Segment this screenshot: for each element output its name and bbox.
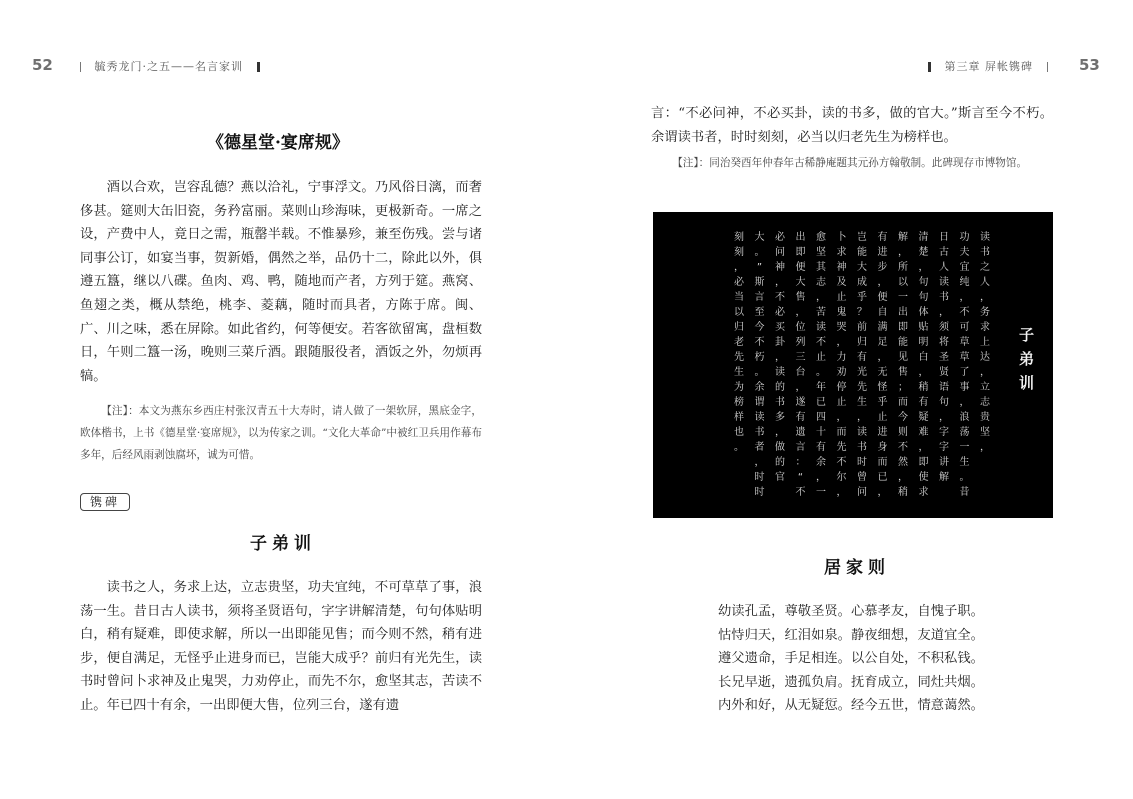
stele-column: 解，所以一出即能见售；而今则不然，稍 <box>898 232 908 498</box>
section-title: 子弟训 <box>250 534 316 554</box>
stele-column: 有进步，便自满足，无怪乎止进身而已， <box>877 232 888 498</box>
divider <box>257 62 260 72</box>
stele-column: 出即便大售，位列三台，遂有遗言：“不 <box>795 232 806 498</box>
note <box>80 400 482 466</box>
section-tag: 镌碑 <box>80 493 130 511</box>
stele-column: 功夫宜纯，不可草草了事，浪荡一生。昔 <box>959 232 970 498</box>
right-page <box>566 0 1133 799</box>
paragraph: 读书之人，务求上达，立志贵坚，功夫宜纯，不可草草了事，浪荡一生。昔日古人读书，须将圣贤语句，字字讲解清楚，句句体贴明白，稍有疑难，即使求解，所以一出即能见售；而今则不然，稍有进步，便自满足，无怪乎止进身而已，岂能大成乎？前归有光先生，读书时曾问卜求神及止鬼哭，力劝停止，而先不尔，愈坚其志，苦读不止。年已四十有余，一出即便大售，位列三台，遂有遗 <box>80 580 482 713</box>
verse-line: 遵父遗命，手足相连。以公自处，不积私钱。 <box>718 651 984 667</box>
stele-svg <box>653 212 1053 518</box>
section-title: 居家则 <box>824 558 890 578</box>
body-text <box>80 576 482 718</box>
page-number: 53 <box>1079 56 1100 74</box>
stele-column: 读书之人，务求上达，立志贵坚， <box>980 232 990 453</box>
verse-block <box>718 600 1018 718</box>
running-head <box>928 58 1048 74</box>
running-head-text: 第三章 屏帐镌碑 <box>944 60 1033 73</box>
body-text <box>80 176 482 388</box>
stele-column: 岂能大成乎？前归有光先生，读书时曾问 <box>857 232 867 498</box>
stele-title: 子弟训 <box>1019 326 1035 392</box>
verse-line: 幼读孔孟，尊敬圣贤。心慕孝友，自愧子职。 <box>718 604 984 619</box>
divider <box>1047 62 1048 72</box>
running-head-text: 毓秀龙门·之五——名言家训 <box>94 60 243 73</box>
section-title: 《德星堂·宴席规》 <box>207 133 349 153</box>
running-head <box>80 58 260 74</box>
verse-line: 内外和好，从无疑愆。经今五世，情意蔼然。 <box>718 698 984 714</box>
stele-column: 必问神，不必买卦，读的书多，做的官 <box>775 232 785 483</box>
stele-column: 清楚，句句体贴明白，稍有疑难，即使求 <box>918 232 929 498</box>
stele-rubbing-image <box>653 212 1053 518</box>
stele-column: 刻刻，必当以归老先生为榜样也。 <box>734 232 744 453</box>
page-number: 52 <box>32 56 53 74</box>
note-text: 【注】：同治癸酉年仲春年古稀静庵题其元孙方翰敬制。此碑现存市博物馆。 <box>672 157 1028 169</box>
note-text: 【注】：本文为燕东乡西庄村张汉青五十大寿时，请人做了一架软屏，黑底金字，欧体楷书，上书《德星堂·宴席规》，以为传家之训。“文化大革命”中被红卫兵用作幕布多年，后经风雨剥蚀腐坏，诚为可惜。 <box>80 405 482 461</box>
verse-line: 怙恃归天，红泪如泉。静夜细想，友道宜全。 <box>718 627 984 643</box>
divider <box>80 62 81 72</box>
paragraph: 酒以合欢，岂容乱德？燕以洽礼，宁事浮文。乃风俗日漓，而奢侈甚。筵则大缶旧瓷，务矜富丽。菜则山珍海味，更极新奇。一席之设，产费中人，竟日之需，瓶罄半载。不惟暴殄，兼至伤残。尝与诸同事公订，如宴当事，贺新婚，偶然之举，品仍十二，除此以外，俱遵五簋，继以八碟。鱼肉、鸡、鸭，随地而产者，方列于筵。燕窝、鱼翅之类，概从禁绝，桃李、菱藕，随时而具者，方陈于席。闽、广、川之味，悉在屏除。如此省约，何等便安。若客欲留寓，盘桓数日，午则二簋一汤，晚则三菜斤酒。跟随服役者，酒饭之外，勿烦再犒。 <box>80 180 482 384</box>
stele-column: 日古人读书，须将圣贤语句，字字讲解 <box>939 232 949 483</box>
body-text <box>651 102 1053 149</box>
note <box>651 152 1053 174</box>
continuation-text: 言：“不必问神，不必买卦，读的书多，做的官大。”斯言至今不朽。余谓读书者，时时刻刻，必当以归老先生为榜样也。 <box>651 106 1053 145</box>
stele-column: 愈坚其志，苦读不止。年已四十有余，一 <box>816 232 826 498</box>
stele-column: 卜求神及止鬼哭，力劝停止，而先不尔， <box>836 232 847 498</box>
left-page <box>0 0 566 799</box>
verse-line: 长兄早逝，遗孤负肩。抚育成立，同灶共烟。 <box>718 674 984 690</box>
stele-column: 大。”斯言至今不朽。余谓读书者，时时 <box>754 232 765 498</box>
divider <box>928 62 931 72</box>
